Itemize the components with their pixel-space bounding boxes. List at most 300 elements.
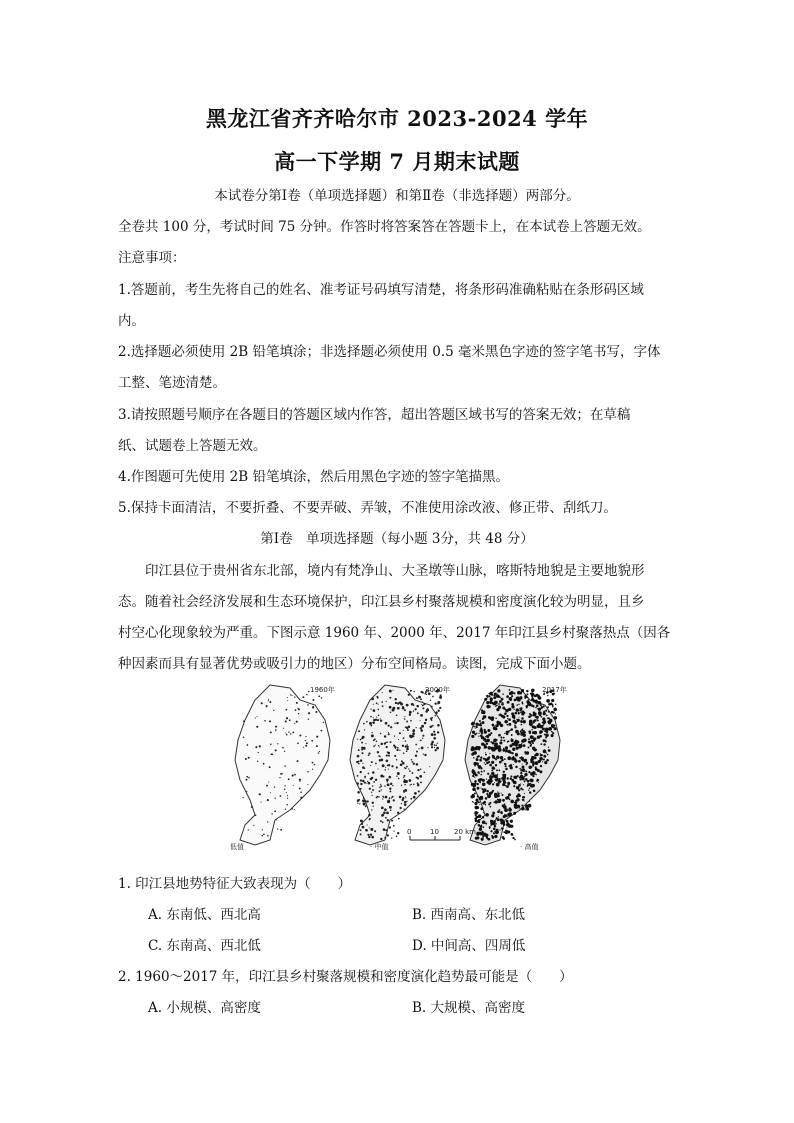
- texture-dot: [506, 695, 509, 698]
- texture-dot: [377, 751, 379, 753]
- texture-dot: [307, 704, 309, 706]
- texture-dot: [498, 832, 499, 833]
- texture-dot: [386, 778, 389, 781]
- texture-dot: [376, 741, 378, 743]
- texture-dot: [384, 808, 387, 811]
- texture-dot: [496, 695, 499, 698]
- texture-dot: [385, 829, 387, 831]
- texture-dot: [387, 783, 390, 786]
- passage-line: 村空心化现象较为严重。下图示意 1960 年、2000 年、2017 年印江县乡村聚落热点（因各: [118, 625, 671, 641]
- texture-dot: [282, 747, 284, 749]
- texture-dot: [297, 742, 299, 744]
- texture-dot: [365, 829, 367, 831]
- texture-dot: [531, 756, 535, 760]
- texture-dot: [291, 808, 293, 810]
- texture-dot: [285, 809, 286, 810]
- texture-dot: [472, 752, 474, 754]
- texture-dot: [473, 736, 474, 737]
- texture-dot: [500, 739, 502, 741]
- question-1-option-d[interactable]: D. 中间高、四周低: [412, 938, 526, 954]
- texture-dot: [502, 804, 505, 807]
- texture-dot: [507, 813, 511, 817]
- texture-dot: [396, 715, 398, 717]
- texture-dot: [493, 827, 496, 830]
- texture-dot: [364, 729, 365, 730]
- texture-dot: [364, 768, 365, 769]
- texture-dot: [478, 814, 482, 818]
- texture-dot: [514, 803, 518, 807]
- texture-dot: [396, 759, 398, 761]
- texture-dot: [379, 790, 381, 792]
- texture-dot: [552, 706, 554, 708]
- texture-dot: [526, 751, 530, 755]
- texture-dot: [519, 717, 520, 718]
- texture-dot: [521, 756, 522, 757]
- texture-dot: [391, 797, 392, 798]
- texture-dot: [476, 806, 479, 809]
- texture-dot: [495, 764, 497, 766]
- texture-dot: [398, 818, 400, 820]
- texture-dot: [515, 759, 516, 760]
- texture-dot: [388, 755, 390, 757]
- texture-dot: [472, 775, 474, 777]
- texture-dot: [406, 801, 407, 802]
- texture-dot: [430, 743, 433, 746]
- texture-dot: [286, 792, 287, 793]
- texture-dot: [501, 698, 504, 701]
- texture-dot: [389, 788, 391, 790]
- texture-dot: [511, 833, 514, 836]
- texture-dot: [437, 701, 440, 704]
- texture-dot: [531, 696, 533, 698]
- texture-dot: [551, 724, 554, 727]
- texture-dot: [405, 745, 407, 747]
- texture-dot: [544, 734, 546, 736]
- texture-dot: [505, 782, 507, 784]
- texture-dot: [394, 755, 396, 757]
- texture-dot: [472, 731, 475, 734]
- texture-dot: [523, 796, 525, 798]
- texture-dot: [397, 747, 399, 749]
- texture-dot: [505, 768, 508, 771]
- texture-dot: [505, 830, 506, 831]
- texture-dot: [504, 763, 506, 765]
- texture-dot: [501, 823, 503, 825]
- texture-dot: [480, 788, 481, 789]
- texture-dot: [501, 827, 503, 829]
- texture-dot: [283, 728, 284, 729]
- texture-dot: [360, 829, 362, 831]
- texture-dot: [321, 697, 323, 699]
- texture-dot: [514, 725, 516, 727]
- texture-dot: [527, 783, 530, 786]
- texture-dot: [389, 826, 391, 828]
- texture-dot: [372, 771, 375, 774]
- texture-dot: [298, 708, 300, 710]
- texture-dot: [496, 769, 498, 771]
- texture-dot: [380, 785, 382, 787]
- texture-dot: [507, 741, 509, 743]
- texture-dot: [495, 759, 497, 761]
- texture-dot: [503, 831, 505, 833]
- texture-dot: [509, 765, 511, 767]
- texture-dot: [529, 732, 531, 734]
- texture-dot: [363, 798, 364, 799]
- texture-dot: [498, 703, 500, 705]
- legend-high: · 高值: [520, 843, 539, 850]
- texture-dot: [546, 730, 549, 733]
- texture-dot: [299, 787, 301, 789]
- texture-dot: [306, 694, 307, 695]
- texture-dot: [424, 754, 426, 756]
- question-2-option-b[interactable]: B. 大规模、高密度: [412, 1000, 526, 1016]
- texture-dot: [273, 710, 274, 711]
- texture-dot: [294, 723, 295, 724]
- texture-dot: [507, 724, 509, 726]
- texture-dot: [526, 707, 528, 709]
- texture-dot: [385, 722, 388, 725]
- texture-dot: [412, 772, 414, 774]
- texture-dot: [294, 809, 295, 810]
- texture-dot: [397, 702, 399, 704]
- texture-dot: [518, 789, 520, 791]
- texture-dot: [397, 812, 399, 814]
- texture-dot: [411, 759, 413, 761]
- texture-dot: [268, 700, 269, 701]
- texture-dot: [511, 757, 515, 761]
- texture-dot: [420, 720, 421, 721]
- texture-dot: [519, 708, 521, 710]
- texture-dot: [388, 733, 390, 735]
- texture-dot: [417, 769, 419, 771]
- texture-dot: [396, 776, 397, 777]
- texture-dot: [290, 733, 291, 734]
- texture-dot: [367, 781, 368, 782]
- texture-dot: [518, 745, 521, 748]
- texture-dot: [542, 731, 543, 732]
- texture-dot: [547, 720, 550, 723]
- texture-dot: [479, 720, 481, 722]
- texture-dot: [478, 821, 480, 823]
- question-1-stem: 1. 印江县地势特征大致表现为（ ）: [118, 876, 352, 892]
- texture-dot: [530, 693, 531, 694]
- texture-dot: [373, 709, 376, 712]
- texture-dot: [498, 714, 499, 715]
- texture-dot: [481, 711, 484, 714]
- texture-dot: [358, 730, 360, 732]
- texture-dot: [522, 764, 523, 765]
- texture-dot: [492, 724, 495, 727]
- texture-dot: [497, 689, 500, 692]
- texture-dot: [486, 701, 489, 704]
- texture-dot: [494, 744, 496, 746]
- texture-dot: [498, 769, 500, 771]
- texture-dot: [480, 767, 482, 769]
- texture-dot: [384, 785, 385, 786]
- texture-dot: [493, 739, 497, 743]
- texture-dot: [385, 817, 387, 819]
- texture-dot: [527, 693, 529, 695]
- texture-dot: [360, 788, 362, 790]
- texture-dot: [538, 782, 539, 783]
- texture-dot: [404, 789, 407, 792]
- texture-dot: [416, 763, 419, 766]
- texture-dot: [546, 760, 547, 761]
- texture-dot: [369, 788, 371, 790]
- texture-dot: [521, 769, 522, 770]
- texture-dot: [531, 784, 534, 787]
- texture-dot: [495, 704, 497, 706]
- texture-dot: [422, 738, 423, 739]
- texture-dot: [267, 821, 268, 822]
- texture-dot: [386, 812, 389, 815]
- texture-dot: [413, 710, 414, 711]
- texture-dot: [404, 779, 406, 781]
- texture-dot: [494, 831, 495, 832]
- note-line: 1.答题前，考生先将自己的姓名、准考证号码填写清楚，将条形码准确粘贴在条形码区域: [118, 282, 644, 298]
- texture-dot: [373, 739, 375, 741]
- texture-dot: [286, 804, 287, 805]
- texture-dot: [532, 765, 534, 767]
- texture-dot: [365, 805, 367, 807]
- texture-dot: [270, 792, 271, 793]
- texture-dot: [371, 792, 372, 793]
- texture-dot: [520, 712, 521, 713]
- texture-dot: [402, 762, 405, 765]
- texture-dot: [408, 726, 411, 729]
- texture-dot: [371, 734, 374, 737]
- texture-dot: [257, 716, 258, 717]
- texture-dot: [543, 755, 546, 758]
- texture-dot: [479, 759, 482, 762]
- texture-dot: [498, 780, 501, 783]
- texture-dot: [423, 771, 425, 773]
- texture-dot: [511, 738, 512, 739]
- texture-dot: [390, 741, 392, 743]
- texture-dot: [421, 725, 424, 728]
- texture-dot: [496, 756, 500, 760]
- texture-dot: [538, 711, 542, 715]
- texture-dot: [509, 744, 512, 747]
- texture-dot: [248, 777, 250, 779]
- texture-dot: [528, 715, 531, 718]
- texture-dot: [258, 752, 259, 753]
- texture-dot: [284, 785, 285, 786]
- texture-dot: [551, 734, 554, 737]
- texture-dot: [501, 793, 502, 794]
- texture-dot: [532, 747, 535, 750]
- texture-dot: [362, 826, 365, 829]
- texture-dot: [515, 766, 518, 769]
- texture-dot: [417, 712, 419, 714]
- texture-dot: [389, 706, 392, 709]
- texture-dot: [404, 801, 406, 803]
- texture-dot: [253, 825, 254, 826]
- texture-dot: [492, 766, 495, 769]
- texture-dot: [521, 729, 523, 731]
- texture-dot: [491, 716, 494, 719]
- texture-dot: [312, 706, 314, 708]
- texture-dot: [516, 747, 519, 750]
- texture-dot: [389, 790, 391, 792]
- texture-dot: [497, 810, 500, 813]
- texture-dot: [391, 765, 393, 767]
- texture-dot: [502, 707, 505, 710]
- texture-dot: [410, 720, 412, 722]
- texture-dot: [371, 836, 374, 839]
- texture-dot: [399, 796, 402, 799]
- texture-dot: [383, 797, 384, 798]
- texture-dot: [516, 798, 519, 801]
- question-1-option-c[interactable]: C. 东南高、西北低: [148, 938, 261, 954]
- texture-dot: [528, 741, 531, 744]
- texture-dot: [485, 804, 486, 805]
- texture-dot: [425, 719, 427, 721]
- texture-dot: [318, 695, 320, 697]
- texture-dot: [494, 702, 496, 704]
- texture-dot: [518, 786, 520, 788]
- texture-dot: [542, 761, 543, 762]
- texture-dot: [517, 775, 519, 777]
- texture-dot: [496, 705, 497, 706]
- texture-dot: [484, 730, 487, 733]
- texture-dot: [502, 775, 506, 779]
- texture-dot: [515, 801, 518, 804]
- texture-dot: [490, 741, 492, 743]
- texture-dot: [399, 807, 401, 809]
- texture-dot: [288, 778, 290, 780]
- texture-dot: [502, 794, 504, 796]
- texture-dot: [490, 779, 493, 782]
- passage-line: 印江县位于贵州省东北部，境内有梵净山、大圣墩等山脉，喀斯特地貌是主要地貌形: [145, 563, 645, 579]
- texture-dot: [367, 825, 368, 826]
- texture-dot: [520, 732, 522, 734]
- texture-dot: [498, 748, 502, 752]
- texture-dot: [319, 751, 320, 752]
- texture-dot: [483, 739, 484, 740]
- texture-dot: [287, 700, 288, 701]
- texture-dot: [312, 699, 314, 701]
- texture-dot: [368, 814, 370, 816]
- texture-dot: [388, 732, 389, 733]
- texture-dot: [491, 770, 492, 771]
- texture-dot: [402, 745, 404, 747]
- texture-dot: [280, 773, 282, 775]
- texture-dot: [382, 798, 383, 799]
- texture-dot: [486, 790, 488, 792]
- texture-dot: [486, 762, 489, 765]
- texture-dot: [548, 727, 552, 731]
- texture-dot: [414, 792, 417, 795]
- texture-dot: [405, 796, 406, 797]
- texture-dot: [493, 832, 495, 834]
- texture-dot: [493, 820, 496, 823]
- texture-dot: [369, 722, 372, 725]
- texture-dot: [277, 743, 278, 744]
- texture-dot: [515, 712, 518, 715]
- texture-dot: [267, 799, 269, 801]
- texture-dot: [266, 705, 268, 707]
- texture-dot: [422, 705, 424, 707]
- texture-dot: [535, 716, 537, 718]
- texture-dot: [404, 809, 405, 810]
- texture-dot: [529, 720, 533, 724]
- texture-dot: [394, 735, 395, 736]
- question-2-option-a[interactable]: A. 小规模、高密度: [148, 1000, 261, 1016]
- texture-dot: [553, 708, 557, 712]
- texture-dot: [491, 761, 494, 764]
- texture-dot: [510, 728, 513, 731]
- texture-dot: [496, 693, 497, 694]
- texture-dot: [510, 775, 512, 777]
- texture-dot: [479, 804, 480, 805]
- texture-dot: [505, 765, 507, 767]
- texture-dot: [521, 805, 523, 807]
- texture-dot: [372, 732, 373, 733]
- question-1-option-b[interactable]: B. 西南高、东北低: [412, 907, 526, 923]
- texture-dot: [499, 761, 502, 764]
- texture-dot: [275, 797, 276, 798]
- texture-dot: [409, 770, 411, 772]
- question-2-stem: 2. 1960～2017 年，印江县乡村聚落规模和密度演化趋势最可能是（ ）: [118, 969, 573, 985]
- texture-dot: [555, 713, 556, 714]
- texture-dot: [518, 760, 521, 763]
- texture-dot: [514, 692, 516, 694]
- texture-dot: [373, 704, 374, 705]
- scale-bar: [407, 828, 476, 840]
- texture-dot: [406, 704, 408, 706]
- texture-dot: [415, 754, 417, 756]
- texture-dot: [269, 701, 271, 703]
- texture-dot: [386, 741, 388, 743]
- texture-dot: [360, 771, 361, 772]
- texture-dot: [514, 813, 516, 815]
- texture-dot: [485, 754, 487, 756]
- texture-dot: [511, 779, 514, 782]
- texture-dot: [507, 708, 510, 711]
- texture-dot: [274, 786, 275, 787]
- note-line: 内。: [118, 313, 145, 329]
- texture-dot: [539, 770, 540, 771]
- texture-dot: [507, 701, 510, 704]
- question-1-option-a[interactable]: A. 东南低、西北高: [148, 907, 261, 923]
- texture-dot: [476, 836, 479, 839]
- texture-dot: [484, 745, 487, 748]
- texture-dot: [372, 802, 374, 804]
- texture-dot: [416, 751, 418, 753]
- texture-dot: [547, 695, 548, 696]
- texture-dot: [427, 747, 428, 748]
- texture-dot: [486, 793, 488, 795]
- texture-dot: [481, 838, 484, 841]
- texture-dot: [430, 717, 432, 719]
- texture-dot: [505, 797, 508, 800]
- texture-dot: [403, 752, 405, 754]
- texture-dot: [417, 777, 419, 779]
- texture-dot: [486, 705, 490, 709]
- texture-dot: [430, 700, 431, 701]
- texture-dot: [497, 791, 498, 792]
- texture-dot: [513, 709, 514, 710]
- texture-dot: [382, 822, 384, 824]
- texture-dot: [548, 711, 550, 713]
- texture-dot: [494, 774, 498, 778]
- texture-dot: [390, 726, 392, 728]
- texture-dot: [490, 806, 492, 808]
- texture-dot: [503, 771, 505, 773]
- texture-dot: [473, 757, 475, 759]
- texture-dot: [476, 756, 478, 758]
